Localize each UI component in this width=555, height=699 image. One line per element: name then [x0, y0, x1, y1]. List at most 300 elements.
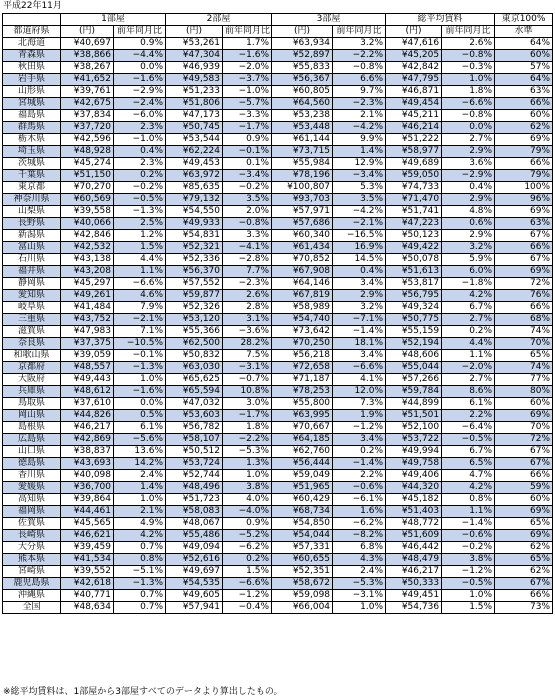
table-row [3, 302, 553, 314]
cell-room1-rent: ¥42,618 [61, 578, 114, 590]
cell-avg-rent: ¥44,899 [386, 398, 442, 410]
table-row [3, 50, 553, 62]
cell-avg-yoy: 2.6% [442, 38, 495, 50]
cell-pref: 全国 [3, 602, 61, 614]
cell-room1-rent: ¥40,098 [61, 470, 114, 482]
cell-room1-yoy: 2.3% [114, 158, 166, 170]
cell-avg-yoy: −2.0% [442, 362, 495, 374]
cell-room1-rent: ¥48,634 [61, 602, 114, 614]
cell-pref: 熊本県 [3, 554, 61, 566]
cell-room1-rent: ¥48,557 [61, 362, 114, 374]
table-row [3, 254, 553, 266]
cell-room1-yoy: 4.2% [114, 530, 166, 542]
cell-avg-yoy: 1.0% [442, 590, 495, 602]
cell-pref: 長野県 [3, 218, 61, 230]
cell-room3-yoy: 0.4% [333, 266, 386, 278]
cell-tokyo-level: 60% [495, 110, 553, 122]
cell-avg-yoy: 0.0% [442, 122, 495, 134]
cell-avg-rent: ¥55,044 [386, 362, 442, 374]
cell-room1-yoy: 0.0% [114, 398, 166, 410]
cell-room2-yoy: −5.3% [223, 446, 272, 458]
cell-avg-rent: ¥57,266 [386, 374, 442, 386]
cell-room1-rent: ¥45,274 [61, 158, 114, 170]
cell-avg-yoy: 4.2% [442, 482, 495, 494]
cell-room2-rent: ¥63,972 [166, 170, 223, 182]
cell-room2-yoy: −0.8% [223, 218, 272, 230]
cell-avg-yoy: −2.9% [442, 170, 495, 182]
cell-room3-yoy: 7.3% [333, 398, 386, 410]
cell-room3-yoy: 2.1% [333, 110, 386, 122]
cell-room2-yoy: −6.2% [223, 542, 272, 554]
cell-avg-yoy: 3.6% [442, 158, 495, 170]
table-row [3, 218, 553, 230]
cell-avg-rent: ¥49,454 [386, 98, 442, 110]
cell-avg-rent: ¥59,784 [386, 386, 442, 398]
cell-room2-rent: ¥54,831 [166, 230, 223, 242]
cell-room2-rent: ¥62,224 [166, 146, 223, 158]
cell-room3-rent: ¥53,448 [272, 122, 333, 134]
cell-avg-rent: ¥51,613 [386, 266, 442, 278]
cell-room2-rent: ¥79,132 [166, 194, 223, 206]
cell-room1-yoy: −4.4% [114, 50, 166, 62]
cell-avg-yoy: 3.2% [442, 242, 495, 254]
cell-room3-yoy: −4.2% [333, 122, 386, 134]
cell-room2-rent: ¥52,321 [166, 242, 223, 254]
table-row [3, 398, 553, 410]
cell-room3-rent: ¥51,965 [272, 482, 333, 494]
table-row [3, 146, 553, 158]
cell-avg-yoy: 4.4% [442, 338, 495, 350]
cell-room3-rent: ¥54,044 [272, 530, 333, 542]
cell-room2-rent: ¥49,453 [166, 158, 223, 170]
cell-room3-yoy: 14.5% [333, 254, 386, 266]
cell-room1-yoy: 1.1% [114, 266, 166, 278]
cell-avg-yoy: −1.4% [442, 518, 495, 530]
cell-avg-rent: ¥49,994 [386, 446, 442, 458]
header-row-2 [3, 26, 553, 38]
cell-room2-yoy: 2.0% [223, 206, 272, 218]
cell-room1-yoy: 0.8% [114, 554, 166, 566]
cell-room1-yoy: −2.9% [114, 86, 166, 98]
cell-avg-rent: ¥56,795 [386, 290, 442, 302]
cell-room2-yoy: 28.2% [223, 338, 272, 350]
cell-room3-yoy: −5.3% [333, 578, 386, 590]
cell-room1-yoy: 0.7% [114, 590, 166, 602]
cell-room3-rent: ¥93,703 [272, 194, 333, 206]
cell-room3-rent: ¥58,672 [272, 578, 333, 590]
cell-avg-rent: ¥44,320 [386, 482, 442, 494]
cell-room2-yoy: −0.2% [223, 182, 272, 194]
cell-avg-yoy: 6.0% [442, 266, 495, 278]
cell-avg-rent: ¥46,217 [386, 566, 442, 578]
cell-pref: 岡山県 [3, 410, 61, 422]
cell-pref: 千葉県 [3, 170, 61, 182]
cell-tokyo-level: 67% [495, 230, 553, 242]
cell-room3-rent: ¥52,897 [272, 50, 333, 62]
cell-pref: 静岡県 [3, 278, 61, 290]
cell-room2-yoy: 2.8% [223, 302, 272, 314]
table-row [3, 134, 553, 146]
cell-avg-yoy: −0.6% [442, 530, 495, 542]
cell-avg-rent: ¥49,324 [386, 302, 442, 314]
cell-room1-rent: ¥42,675 [61, 98, 114, 110]
cell-room1-yoy: 6.1% [114, 422, 166, 434]
cell-room3-rent: ¥57,971 [272, 206, 333, 218]
cell-room3-rent: ¥70,667 [272, 422, 333, 434]
cell-avg-rent: ¥48,606 [386, 350, 442, 362]
table-row [3, 458, 553, 470]
cell-room3-yoy: −0.6% [333, 482, 386, 494]
cell-room3-yoy: 2.4% [333, 566, 386, 578]
cell-room3-rent: ¥63,995 [272, 410, 333, 422]
cell-room1-yoy: 2.1% [114, 506, 166, 518]
cell-avg-rent: ¥48,479 [386, 554, 442, 566]
table-row-total [3, 602, 553, 614]
cell-room1-yoy: 1.4% [114, 482, 166, 494]
cell-pref: 青森県 [3, 50, 61, 62]
cell-room3-yoy: −8.2% [333, 530, 386, 542]
cell-room3-yoy: 9.7% [333, 86, 386, 98]
cell-room3-rent: ¥56,367 [272, 74, 333, 86]
cell-pref: 奈良県 [3, 338, 61, 350]
cell-room2-rent: ¥49,933 [166, 218, 223, 230]
cell-avg-rent: ¥51,403 [386, 506, 442, 518]
cell-room1-yoy: −0.2% [114, 182, 166, 194]
cell-room3-yoy: −6.2% [333, 518, 386, 530]
cell-avg-rent: ¥52,100 [386, 422, 442, 434]
rent-table [2, 13, 553, 614]
cell-avg-rent: ¥74,733 [386, 182, 442, 194]
cell-tokyo-level: 66% [495, 98, 553, 110]
cell-room1-rent: ¥41,534 [61, 554, 114, 566]
cell-room2-rent: ¥47,173 [166, 110, 223, 122]
cell-room1-yoy: 4.6% [114, 290, 166, 302]
cell-avg-yoy: 5.9% [442, 254, 495, 266]
cell-room3-yoy: −2.3% [333, 98, 386, 110]
cell-tokyo-level: 79% [495, 146, 553, 158]
cell-avg-rent: ¥50,123 [386, 230, 442, 242]
cell-room2-rent: ¥63,030 [166, 362, 223, 374]
cell-tokyo-level: 67% [495, 458, 553, 470]
header-tokyo: 東京100% [495, 14, 553, 26]
cell-room2-yoy: 4.0% [223, 494, 272, 506]
cell-room2-yoy: −3.3% [223, 110, 272, 122]
cell-avg-rent: ¥49,689 [386, 158, 442, 170]
cell-avg-rent: ¥49,451 [386, 590, 442, 602]
header-yen-2: (円) [166, 26, 223, 38]
cell-tokyo-level: 70% [495, 338, 553, 350]
cell-avg-rent: ¥47,223 [386, 218, 442, 230]
cell-pref: 長崎県 [3, 530, 61, 542]
cell-room1-yoy: 1.0% [114, 374, 166, 386]
cell-tokyo-level: 79% [495, 170, 553, 182]
cell-room3-rent: ¥56,218 [272, 350, 333, 362]
cell-room2-yoy: −1.7% [223, 122, 272, 134]
cell-room1-yoy: 0.4% [114, 146, 166, 158]
cell-room3-yoy: −0.8% [333, 62, 386, 74]
table-row [3, 266, 553, 278]
cell-avg-yoy: 4.2% [442, 290, 495, 302]
cell-room3-rent: ¥72,658 [272, 362, 333, 374]
cell-room3-rent: ¥55,984 [272, 158, 333, 170]
cell-pref: 秋田県 [3, 62, 61, 74]
cell-tokyo-level: 72% [495, 278, 553, 290]
table-row [3, 410, 553, 422]
cell-room3-yoy: 5.3% [333, 182, 386, 194]
cell-room2-rent: ¥53,261 [166, 38, 223, 50]
cell-room1-yoy: −5.6% [114, 434, 166, 446]
cell-room1-yoy: −5.1% [114, 566, 166, 578]
cell-room2-rent: ¥62,500 [166, 338, 223, 350]
cell-room2-yoy: 0.9% [223, 134, 272, 146]
cell-pref: 島根県 [3, 422, 61, 434]
cell-room1-yoy: 14.2% [114, 458, 166, 470]
cell-room2-rent: ¥51,233 [166, 86, 223, 98]
table-row [3, 578, 553, 590]
cell-pref: 沖縄県 [3, 590, 61, 602]
cell-room2-yoy: 0.2% [223, 554, 272, 566]
cell-room2-yoy: −3.7% [223, 74, 272, 86]
cell-room1-rent: ¥40,771 [61, 590, 114, 602]
cell-pref: 愛知県 [3, 290, 61, 302]
cell-room3-rent: ¥59,049 [272, 470, 333, 482]
cell-room1-rent: ¥42,846 [61, 230, 114, 242]
table-row [3, 434, 553, 446]
cell-room2-yoy: 0.9% [223, 518, 272, 530]
cell-room2-yoy: 2.6% [223, 290, 272, 302]
cell-pref: 山梨県 [3, 206, 61, 218]
cell-room2-yoy: 3.8% [223, 482, 272, 494]
cell-room1-rent: ¥70,270 [61, 182, 114, 194]
cell-tokyo-level: 62% [495, 566, 553, 578]
header-yoy-1: 前年同月比 [114, 26, 166, 38]
table-row [3, 554, 553, 566]
cell-room1-yoy: −0.5% [114, 194, 166, 206]
cell-pref: 埼玉県 [3, 146, 61, 158]
table-row [3, 326, 553, 338]
table-row [3, 158, 553, 170]
cell-pref: 岩手県 [3, 74, 61, 86]
cell-pref: 宮崎県 [3, 566, 61, 578]
cell-tokyo-level: 67% [495, 254, 553, 266]
cell-pref: 東京都 [3, 182, 61, 194]
cell-avg-yoy: 1.8% [442, 86, 495, 98]
cell-avg-yoy: −0.8% [442, 50, 495, 62]
cell-room2-rent: ¥51,723 [166, 494, 223, 506]
cell-room3-rent: ¥60,655 [272, 554, 333, 566]
cell-room2-yoy: 7.7% [223, 266, 272, 278]
cell-room1-yoy: −0.1% [114, 350, 166, 362]
cell-tokyo-level: 65% [495, 350, 553, 362]
cell-room3-rent: ¥61,434 [272, 242, 333, 254]
cell-room2-yoy: −1.6% [223, 50, 272, 62]
cell-room1-rent: ¥42,532 [61, 242, 114, 254]
cell-pref: 富山県 [3, 242, 61, 254]
cell-room3-yoy: 2.9% [333, 290, 386, 302]
cell-room1-yoy: 0.7% [114, 602, 166, 614]
cell-avg-rent: ¥46,871 [386, 86, 442, 98]
cell-tokyo-level: 69% [495, 206, 553, 218]
table-row [3, 110, 553, 122]
table-body [3, 38, 553, 614]
table-row [3, 98, 553, 110]
cell-room1-yoy: 0.9% [114, 38, 166, 50]
cell-pref: 北海道 [3, 38, 61, 50]
cell-room1-rent: ¥39,059 [61, 350, 114, 362]
cell-room1-rent: ¥46,217 [61, 422, 114, 434]
cell-pref: 宮城県 [3, 98, 61, 110]
cell-room2-rent: ¥65,594 [166, 386, 223, 398]
cell-room3-yoy: 1.9% [333, 410, 386, 422]
cell-pref: 和歌山県 [3, 350, 61, 362]
cell-room1-yoy: 2.3% [114, 122, 166, 134]
cell-room1-yoy: −1.3% [114, 362, 166, 374]
cell-room1-rent: ¥37,610 [61, 398, 114, 410]
cell-room2-rent: ¥53,120 [166, 314, 223, 326]
cell-room3-rent: ¥59,098 [272, 590, 333, 602]
cell-avg-yoy: −0.5% [442, 434, 495, 446]
table-row [3, 422, 553, 434]
cell-room3-rent: ¥60,429 [272, 494, 333, 506]
cell-avg-rent: ¥49,758 [386, 458, 442, 470]
cell-room3-rent: ¥54,740 [272, 314, 333, 326]
header-yen-avg: (円) [386, 26, 442, 38]
cell-room2-yoy: −2.0% [223, 62, 272, 74]
cell-tokyo-level: 67% [495, 578, 553, 590]
cell-room3-yoy: 2.2% [333, 470, 386, 482]
cell-room2-yoy: 3.3% [223, 230, 272, 242]
cell-room1-rent: ¥40,066 [61, 218, 114, 230]
cell-room1-rent: ¥39,552 [61, 566, 114, 578]
table-row [3, 194, 553, 206]
cell-room1-yoy: 7.9% [114, 302, 166, 314]
cell-room3-yoy: 12.9% [333, 158, 386, 170]
cell-pref: 徳島県 [3, 458, 61, 470]
cell-room1-rent: ¥51,150 [61, 170, 114, 182]
cell-room2-rent: ¥53,544 [166, 134, 223, 146]
cell-room1-rent: ¥39,459 [61, 542, 114, 554]
cell-room3-yoy: 18.1% [333, 338, 386, 350]
cell-room3-rent: ¥57,686 [272, 218, 333, 230]
cell-room1-rent: ¥37,834 [61, 110, 114, 122]
table-row [3, 290, 553, 302]
cell-pref: 山口県 [3, 446, 61, 458]
cell-room1-rent: ¥41,484 [61, 302, 114, 314]
cell-room3-yoy: 12.0% [333, 386, 386, 398]
cell-room2-yoy: −0.7% [223, 374, 272, 386]
cell-room3-rent: ¥53,238 [272, 110, 333, 122]
table-row [3, 362, 553, 374]
cell-room3-rent: ¥63,934 [272, 38, 333, 50]
cell-avg-yoy: −0.2% [442, 542, 495, 554]
cell-room2-rent: ¥59,877 [166, 290, 223, 302]
header-room2: 2部屋 [166, 14, 272, 26]
cell-tokyo-level: 65% [495, 554, 553, 566]
cell-pref: 鳥取県 [3, 398, 61, 410]
cell-tokyo-level: 63% [495, 218, 553, 230]
cell-room1-yoy: 0.7% [114, 542, 166, 554]
cell-avg-rent: ¥47,616 [386, 38, 442, 50]
table-row [3, 170, 553, 182]
cell-pref: 福島県 [3, 110, 61, 122]
cell-tokyo-level: 69% [495, 266, 553, 278]
cell-room2-rent: ¥57,552 [166, 278, 223, 290]
cell-avg-yoy: 2.7% [442, 314, 495, 326]
cell-room1-yoy: 13.6% [114, 446, 166, 458]
header-row-1 [3, 14, 553, 26]
cell-avg-rent: ¥51,609 [386, 530, 442, 542]
cell-room3-yoy: −3.1% [333, 590, 386, 602]
cell-room3-rent: ¥61,144 [272, 134, 333, 146]
cell-room3-rent: ¥67,819 [272, 290, 333, 302]
cell-room2-rent: ¥48,496 [166, 482, 223, 494]
cell-room2-rent: ¥50,832 [166, 350, 223, 362]
cell-tokyo-level: 66% [495, 242, 553, 254]
cell-room2-yoy: 0.1% [223, 158, 272, 170]
cell-room2-rent: ¥54,535 [166, 578, 223, 590]
cell-pref: 神奈川県 [3, 194, 61, 206]
table-row [3, 518, 553, 530]
cell-pref: 福井県 [3, 266, 61, 278]
cell-room2-rent: ¥54,550 [166, 206, 223, 218]
cell-tokyo-level: 100% [495, 182, 553, 194]
cell-avg-yoy: 4.7% [442, 470, 495, 482]
table-caption: 平成22年11月 [3, 1, 62, 11]
cell-room2-yoy: −2.2% [223, 434, 272, 446]
cell-room3-yoy: 3.4% [333, 434, 386, 446]
cell-room3-yoy: 0.2% [333, 446, 386, 458]
cell-avg-yoy: −6.4% [442, 422, 495, 434]
cell-room1-rent: ¥60,569 [61, 194, 114, 206]
cell-room3-rent: ¥66,004 [272, 602, 333, 614]
cell-room2-yoy: −3.1% [223, 362, 272, 374]
cell-room1-yoy: 7.1% [114, 326, 166, 338]
table-row [3, 62, 553, 74]
cell-avg-yoy: 1.5% [442, 602, 495, 614]
cell-avg-yoy: 0.8% [442, 494, 495, 506]
cell-avg-yoy: −1.8% [442, 278, 495, 290]
cell-room1-yoy: 0.5% [114, 410, 166, 422]
cell-room3-yoy: 1.6% [333, 506, 386, 518]
cell-room1-yoy: −1.0% [114, 134, 166, 146]
cell-room1-yoy: 1.0% [114, 494, 166, 506]
cell-avg-yoy: −1.2% [442, 566, 495, 578]
cell-room1-rent: ¥42,596 [61, 134, 114, 146]
cell-room2-rent: ¥55,366 [166, 326, 223, 338]
cell-room2-rent: ¥49,697 [166, 566, 223, 578]
cell-tokyo-level: 60% [495, 398, 553, 410]
cell-tokyo-level: 68% [495, 314, 553, 326]
cell-room2-yoy: 1.5% [223, 566, 272, 578]
cell-room3-yoy: −7.1% [333, 314, 386, 326]
table-row [3, 338, 553, 350]
cell-pref: 大阪府 [3, 374, 61, 386]
cell-room3-yoy: 6.8% [333, 542, 386, 554]
cell-pref: 滋賀県 [3, 326, 61, 338]
cell-room2-rent: ¥49,094 [166, 542, 223, 554]
cell-avg-yoy: 0.6% [442, 218, 495, 230]
cell-tokyo-level: 66% [495, 590, 553, 602]
cell-avg-rent: ¥45,182 [386, 494, 442, 506]
cell-room2-yoy: −4.0% [223, 506, 272, 518]
table-row [3, 470, 553, 482]
cell-avg-rent: ¥53,722 [386, 434, 442, 446]
cell-room1-rent: ¥48,612 [61, 386, 114, 398]
cell-room3-yoy: 6.6% [333, 74, 386, 86]
header-room1: 1部屋 [61, 14, 166, 26]
cell-room3-rent: ¥70,852 [272, 254, 333, 266]
cell-pref: 高知県 [3, 494, 61, 506]
